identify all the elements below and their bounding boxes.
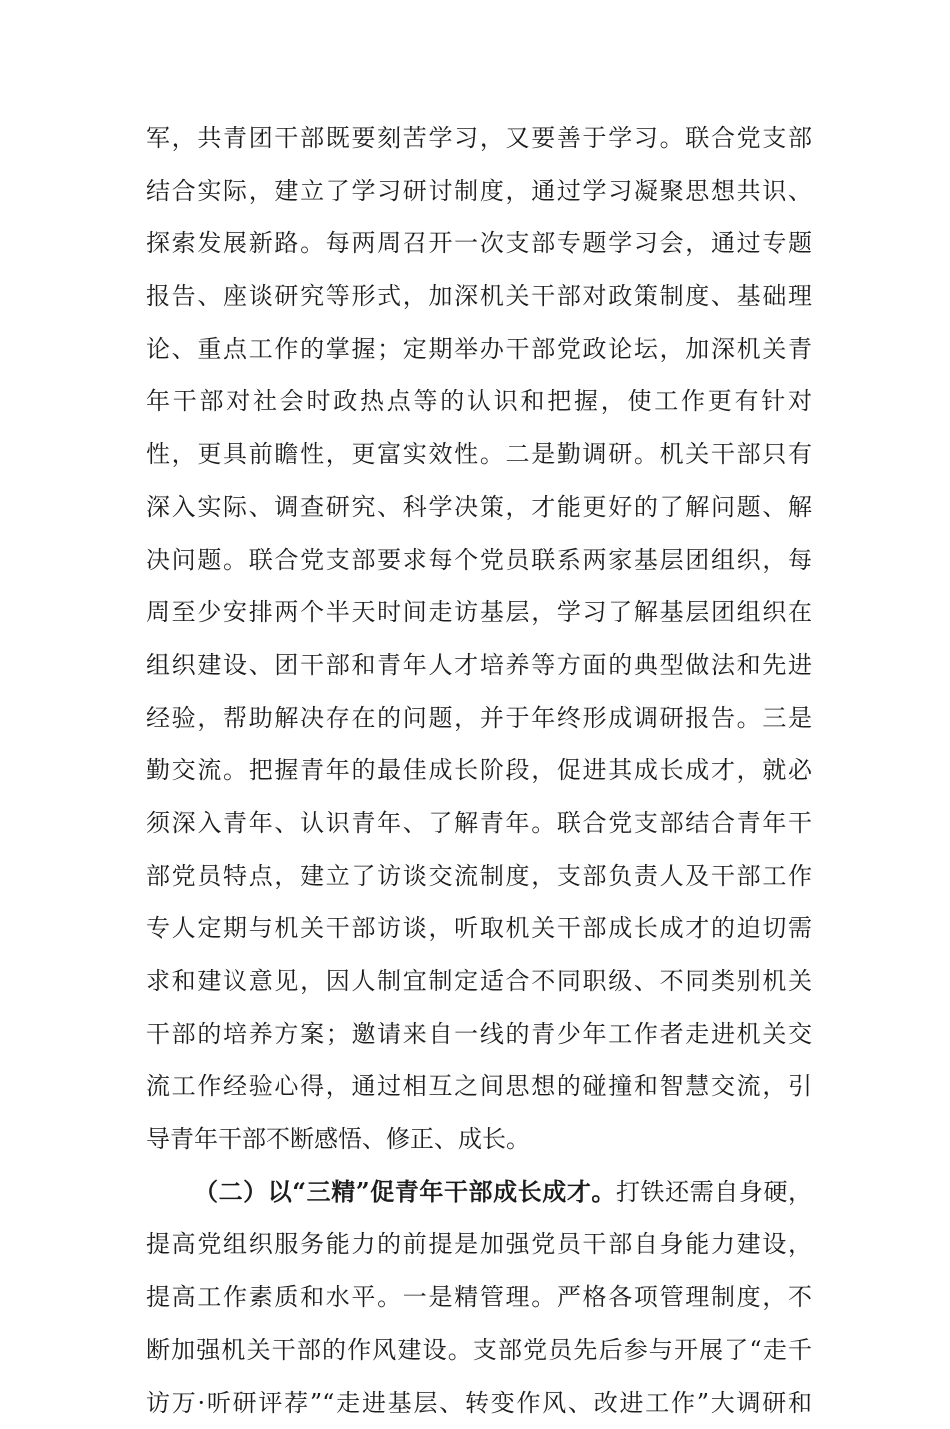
section-heading-line: [146, 1166, 812, 1219]
text-line: 深入实际、调查研究、科学决策，才能更好的了解问题、解: [146, 481, 812, 534]
text-line: 决问题。联合党支部要求每个党员联系两家基层团组织，每: [146, 534, 812, 587]
text-line-paragraph-end: 导青年干部不断感悟、修正、成长。: [146, 1113, 812, 1166]
text-line: 报告、座谈研究等形式，加深机关干部对政策制度、基础理: [146, 270, 812, 323]
text-line: 组织建设、团干部和青年人才培养等方面的典型做法和先进: [146, 639, 812, 692]
text-line: 访万·听研评荐”“走进基层、转变作风、改进工作”大调研和: [146, 1377, 812, 1429]
text-line: 结合实际，建立了学习研讨制度，通过学习凝聚思想共识、: [146, 165, 812, 218]
text-line: 提高党组织服务能力的前提是加强党员干部自身能力建设，: [146, 1218, 812, 1271]
section-heading-rest: 打铁还需自身硬，: [616, 1178, 812, 1206]
text-line: 性，更具前瞻性，更富实效性。二是勤调研。机关干部只有: [146, 428, 812, 481]
text-line: 周至少安排两个半天时间走访基层，学习了解基层团组织在: [146, 586, 812, 639]
text-line: 探索发展新路。每两周召开一次支部专题学习会，通过专题: [146, 217, 812, 270]
text-line: 断加强机关干部的作风建设。支部党员先后参与开展了“走千: [146, 1324, 812, 1377]
document-body: [146, 112, 812, 1429]
text-line: 专人定期与机关干部访谈，听取机关干部成长成才的迫切需: [146, 902, 812, 955]
text-line: 干部的培养方案；邀请来自一线的青少年工作者走进机关交: [146, 1008, 812, 1061]
text-line: 勤交流。把握青年的最佳成长阶段，促进其成长成才，就必: [146, 744, 812, 797]
text-line: 求和建议意见，因人制宜制定适合不同职级、不同类别机关: [146, 955, 812, 1008]
text-line: 流工作经验心得，通过相互之间思想的碰撞和智慧交流，引: [146, 1060, 812, 1113]
text-line: 论、重点工作的掌握；定期举办干部党政论坛，加深机关青: [146, 323, 812, 376]
text-line: 年干部对社会时政热点等的认识和把握，使工作更有针对: [146, 375, 812, 428]
text-line: 军，共青团干部既要刻苦学习，又要善于学习。联合党支部: [146, 112, 812, 165]
text-line: 经验，帮助解决存在的问题，并于年终形成调研报告。三是: [146, 692, 812, 745]
text-line: 须深入青年、认识青年、了解青年。联合党支部结合青年干: [146, 797, 812, 850]
text-line: 部党员特点，建立了访谈交流制度，支部负责人及干部工作: [146, 850, 812, 903]
section-heading: （二）以“三精”促青年干部成长成才。: [194, 1177, 616, 1206]
text-line: 提高工作素质和水平。一是精管理。严格各项管理制度，不: [146, 1271, 812, 1324]
